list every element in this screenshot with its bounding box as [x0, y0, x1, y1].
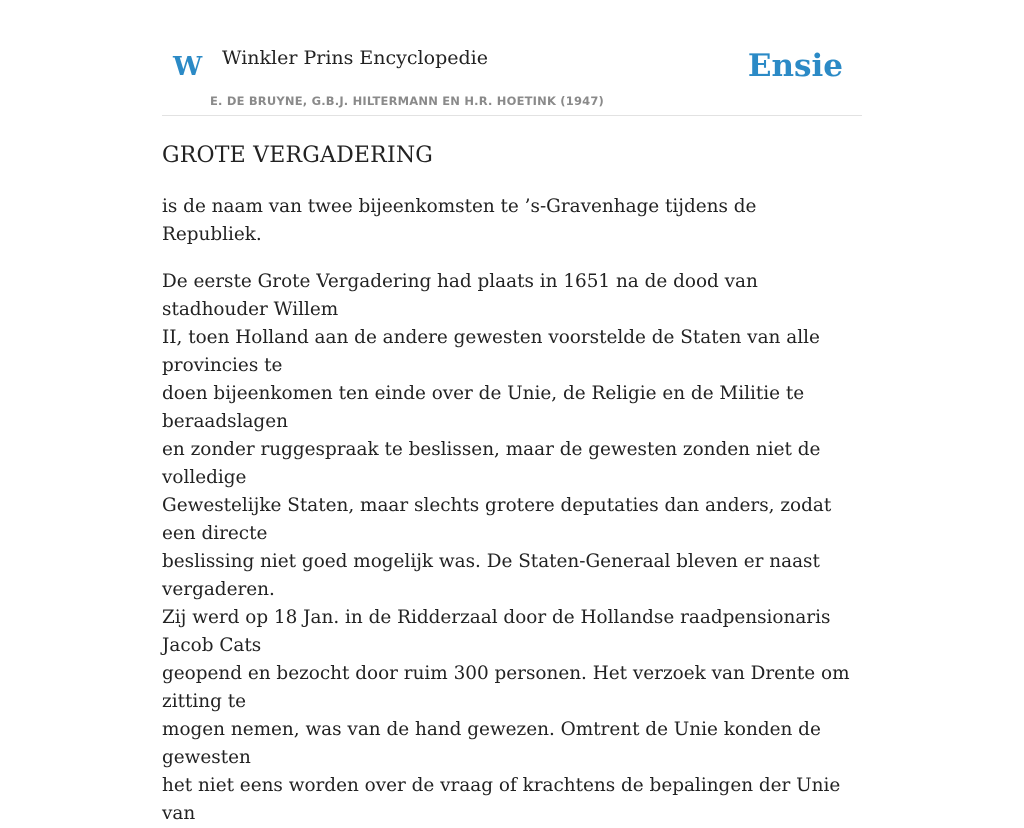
body-line: en zonder ruggespraak te beslissen, maar de gewesten zonden niet de volledige — [162, 439, 821, 489]
ensie-brand-link[interactable]: Ensie — [747, 48, 843, 84]
body-line: De eerste Grote Vergadering had plaats in 1651 na de dood van stadhouder Willem — [162, 271, 758, 321]
publication-authors: E. DE BRUYNE, G.B.J. HILTERMANN EN H.R. HOETINK (1947) — [210, 94, 605, 108]
article-title: GROTE VERGADERING — [162, 143, 434, 168]
article-intro: is de naam van twee bijeenkomsten te ’s-Gravenhage tijdens de Republiek. — [162, 196, 757, 246]
publication-title[interactable]: Winkler Prins Encyclopedie — [222, 47, 488, 69]
encyclopedia-page — [162, 0, 862, 825]
body-line: II, toen Holland aan de andere gewesten voorstelde de Staten van alle provincies te — [162, 327, 820, 377]
body-line: doen bijeenkomen ten einde over de Unie, de Religie en de Militie te beraadslagen — [162, 383, 805, 433]
page-header — [162, 0, 862, 116]
body-line: geopend en bezocht door ruim 300 personen. Het verzoek van Drente om zitting te — [162, 663, 850, 713]
winkler-prins-logo[interactable]: W — [173, 52, 203, 82]
body-line: Zij werd op 18 Jan. in de Ridderzaal door de Hollandse raadpensionaris Jacob Cats — [162, 607, 831, 657]
body-line: het niet eens worden over de vraag of krachtens de bepalingen der Unie van — [162, 775, 841, 825]
body-line: beslissing niet goed mogelijk was. De Staten-Generaal bleven er naast vergaderen. — [162, 551, 820, 601]
body-line: mogen nemen, was van de hand gewezen. Omtrent de Unie konden de gewesten — [162, 719, 821, 769]
body-line: Gewestelijke Staten, maar slechts grotere deputaties dan anders, zodat een directe — [162, 495, 832, 545]
article-body — [162, 268, 862, 828]
